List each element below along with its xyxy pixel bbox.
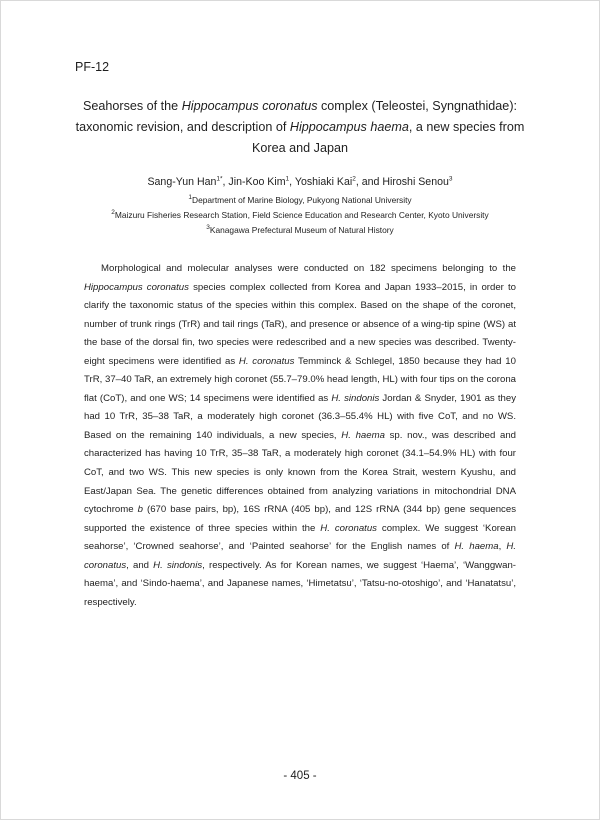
abstract-italic-term: H. haema <box>341 429 385 441</box>
session-code: PF-12 <box>75 60 110 74</box>
abstract-italic-term: H. haema <box>454 541 499 553</box>
page-number: - 405 - <box>283 770 317 782</box>
abstract-text: , respectively. As for Korean names, we suggest ‘Haema’, ‘Wanggwan-haema’, and ‘Sindo-haema’, and Japanese names, ‘Himetatsu’, ‘Tatsu-no-otoshigo’, and ‘Hanatatsu’, respectively. <box>84 559 516 608</box>
affiliation-3: $^3$Kanagawa Prefectural Museum of Natural History <box>206 224 394 235</box>
abstract-text: sp. nov., was described and characterized has having 10 TrR, 35–38 TaR, a moderately high coronet (34.1–54.9% HL) with four CoT, and two WS. This new species is only known from the Korea Strait, western Kyushu, and East/Japan Sea. The genetic differences obtained from analyzing variations in mitochondrial DNA cytochrome <box>84 429 516 516</box>
abstract-text: Jordan & Snyder, 1901 as they had 10 TrR, 35–38 TaR, a moderately high coronet (36.3–55.4% HL) with five CoT, and no WS. Based on the remaining 140 individuals, a new species, <box>84 392 516 441</box>
abstract-text: complex. We suggest ‘Korean seahorse’, ‘Crowned seahorse’, and ‘Painted seahorse’ for the English names of <box>84 522 516 553</box>
abstract-italic-term: Hippocampus coronatus <box>84 281 189 293</box>
abstract-text: , and <box>126 559 154 571</box>
abstract-italic-term: b <box>137 504 143 516</box>
abstract-italic-term: H. sindonis <box>331 392 380 404</box>
abstract-text: (670 base pairs, bp), 16S rRNA (405 bp), and 12S rRNA (344 bp) gene sequences supported the existence of three species within the <box>84 504 516 534</box>
abstract-body <box>84 260 516 612</box>
abstract-italic-term: H. sindonis <box>153 559 203 571</box>
abstract-text: Morphological and molecular analyses were conducted on 182 specimens belonging to the <box>101 263 516 274</box>
abstract-text: Temminck & Schlegel, 1850 because they had 10 TrR, 37–40 TaR, an extremely high coronet (55.7–79.0% head length, HL) with four tips on the corona flat (CoT), and one WS; 14 specimens were identified as <box>84 355 516 404</box>
affiliations <box>60 193 540 238</box>
abstract-text: , <box>498 541 507 553</box>
author-list: Sang-Yun Han$^{1*}$, Jin-Koo Kim$^1$, Yoshiaki Kai$^2$, and Hiroshi Senou$^3$ <box>147 175 453 188</box>
paper-title: Seahorses of the Hippocampus coronatus complex (Teleostei, Syngnathidae): taxonomic revision, and description of Hippocampus haema, a new species from Korea and Japan <box>75 99 525 155</box>
abstract-italic-term: H. coronatus <box>238 355 295 367</box>
abstract-italic-term: H. coronatus <box>320 522 377 534</box>
abstract-italic-term: H. coronatus <box>84 541 516 571</box>
affiliation-2: $^2$Maizuru Fisheries Research Station, Field Science Education and Research Center, Kyoto University <box>111 209 489 220</box>
affiliation-1: $^1$Department of Marine Biology, Pukyong National University <box>188 194 412 205</box>
abstract-text: species complex collected from Korea and Japan 1933–2015, in order to clarify the taxonomic status of the species within this complex. Based on the shape of the coronet, number of trunk rings (TrR) and tail rings (TaR), and presence or absence of a wing-tip spine (WS) at the base of the dorsal fin, two species were redescribed and a new species was described. Twenty-eight specimens were identified as <box>84 281 517 367</box>
